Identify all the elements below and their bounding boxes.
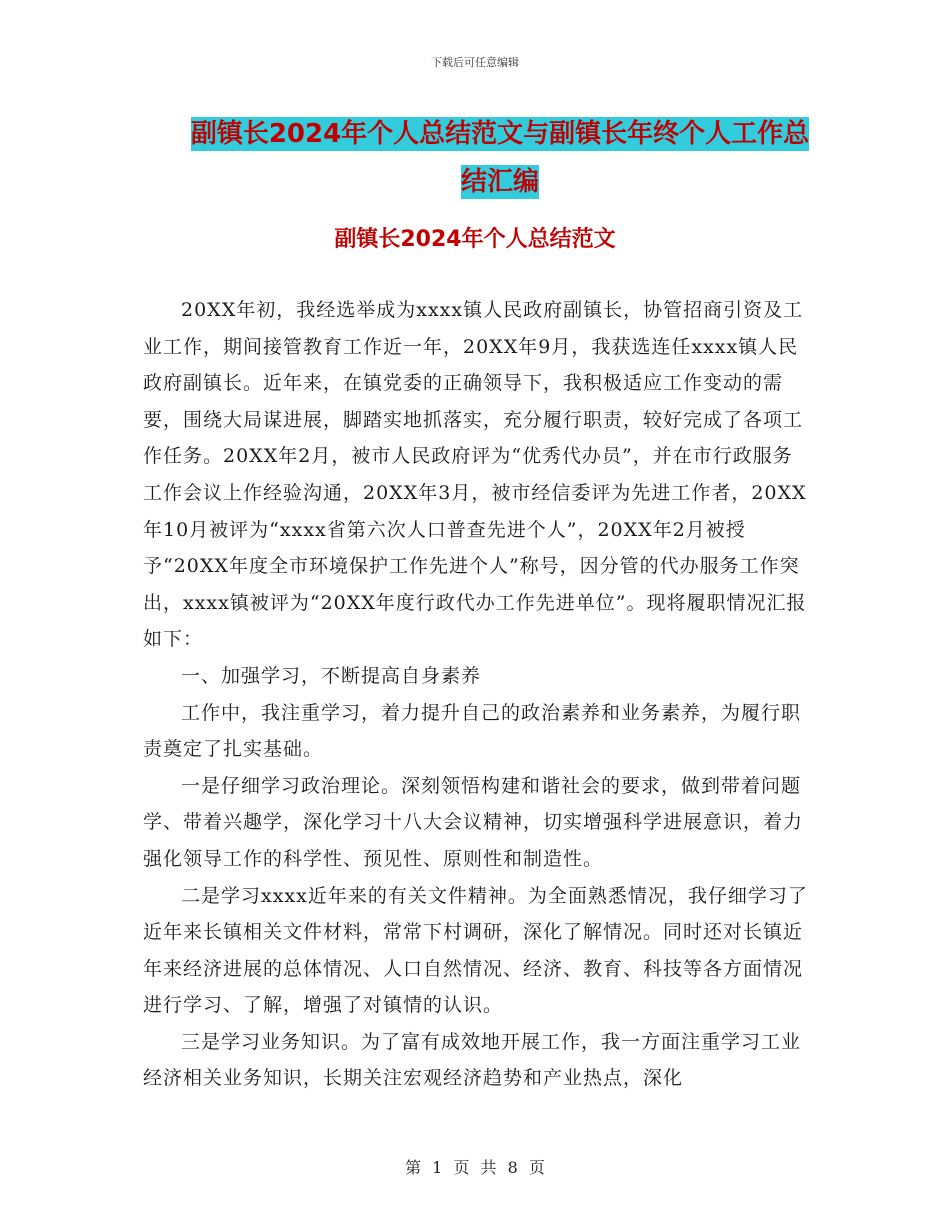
section-title: 副镇长2024年个人总结范文 (334, 227, 616, 252)
document-title-line-2: 结汇编 (460, 167, 539, 197)
paragraph-study-documents: 二是学习xxxx近年来的有关文件精神。为全面熟悉情况，我仔细学习了近年来长镇相关文件材料，常常下村调研，深化了解情况。同时还对长镇近年来经济进展的总体情况、人口自然情况、经济、教育、科技等各方面情况进行学习、了解，增强了对镇情的认识。 (143, 884, 808, 1017)
document-title-line-1: 副镇长2024年个人总结范文与副镇长年终个人工作总 (190, 119, 810, 149)
paragraph-heading-1: 一、加强学习，不断提高自身素养 (181, 664, 482, 687)
document-body (143, 292, 809, 1097)
document-title (140, 110, 860, 206)
paragraph-study-politics: 一是仔细学习政治理论。深刻领悟构建和谐社会的要求，做到带着问题学、带着兴趣学，深化学习十八大会议精神，切实增强科学进展意识，着力强化领导工作的科学性、预见性、原则性和制造性。 (143, 774, 804, 870)
paragraph-study-business: 三是学习业务知识。为了富有成效地开展工作，我一方面注重学习工业经济相关业务知识，长期关注宏观经济趋势和产业热点，深化 (143, 1030, 802, 1090)
page-footer: 第 1 页 共 8 页 (405, 1158, 545, 1177)
header-note: 下载后可任意编辑 (431, 56, 519, 69)
paragraph-intro: 20XX年初，我经选举成为xxxx镇人民政府副镇长，协管招商引资及工业工作，期间接管教育工作近一年，20XX年9月，我获选连任xxxx镇人民政府副镇长。近年来，在镇党委的正确领导下，我积极适应工作变动的需要，围绕大局谋进展，脚踏实地抓落实，充分履行职责，较好完成了各项工作任务。20XX年2月，被市人民政府评为“优秀代办员”，并在市行政服务工作会议上作经验沟通，20XX年3月，被市经信委评为先进工作者，20XX年10月被评为“xxxx省第六次人口普查先进个人”，20XX年2月被授予“20XX年度全市环境保护工作先进个人”称号，因分管的代办服务工作突出，xxxx镇被评为“20XX年度行政代办工作先进单位”。现将履职情况汇报如下： (143, 299, 807, 651)
paragraph-study-summary: 工作中，我注重学习，着力提升自己的政治素养和业务素养，为履行职责奠定了扎实基础。 (143, 701, 802, 761)
